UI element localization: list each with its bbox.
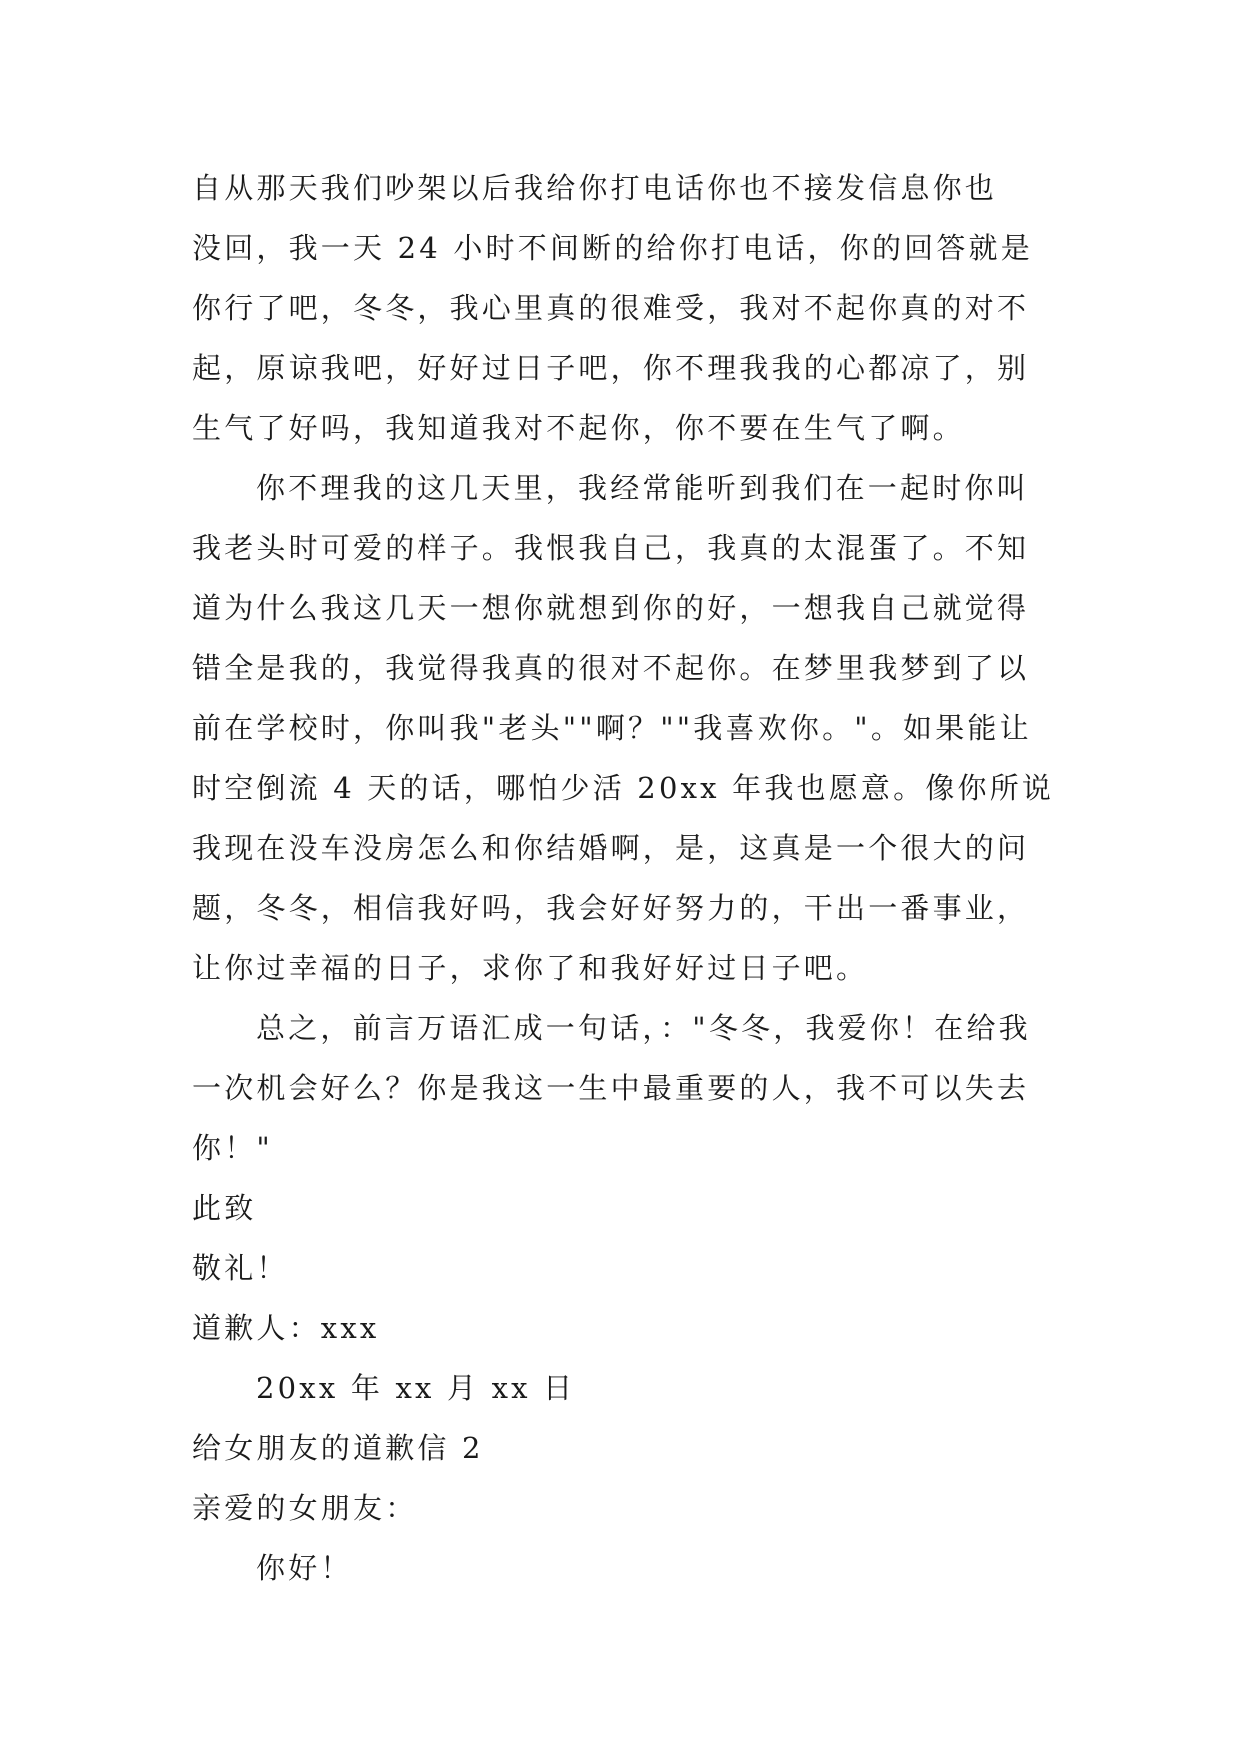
paragraph-2-line-6: 时空倒流 4 天的话，哪怕少活 20xx 年我也愿意。像你所说: [192, 771, 1055, 805]
paragraph-1-line-5: 生气了好吗，我知道我对不起你，你不要在生气了啊。: [192, 411, 965, 445]
closing-regards: 敬礼！: [192, 1251, 289, 1285]
closing-salutation: 此致: [192, 1191, 257, 1225]
paragraph-2-line-9: 让你过幸福的日子，求你了和我好好过日子吧。: [192, 951, 869, 985]
paragraph-3-line-1: 总之，前言万语汇成一句话，："冬冬，我爱你！在给我: [256, 1011, 1031, 1045]
section-title: 给女朋友的道歉信 2: [192, 1431, 484, 1465]
paragraph-2-line-5: 前在学校时，你叫我"老头""啊？""我喜欢你。"。如果能让: [192, 711, 1032, 745]
paragraph-2-line-1: 你不理我的这几天里，我经常能听到我们在一起时你叫: [256, 471, 1029, 505]
signature-line: 道歉人：xxx: [192, 1311, 380, 1345]
paragraph-3-line-3: 你！": [192, 1131, 273, 1165]
letter-body: [192, 158, 1062, 1598]
paragraph-2-line-7: 我现在没车没房怎么和你结婚啊，是，这真是一个很大的问: [192, 831, 1030, 865]
paragraph-2-line-2: 我老头时可爱的样子。我恨我自己，我真的太混蛋了。不知: [192, 531, 1030, 565]
paragraph-1-line-3: 你行了吧，冬冬，我心里真的很难受，我对不起你真的对不: [192, 291, 1030, 325]
paragraph-1-line-2: 没回，我一天 24 小时不间断的给你打电话，你的回答就是: [192, 231, 1033, 265]
paragraph-1-line-4: 起，原谅我吧，好好过日子吧，你不理我我的心都凉了，别: [192, 351, 1030, 385]
paragraph-1-line-1: 自从那天我们吵架以后我给你打电话你也不接发信息你也: [192, 171, 998, 205]
paragraph-3-line-2: 一次机会好么？你是我这一生中最重要的人，我不可以失去: [192, 1071, 1030, 1105]
date-line: 20xx 年 xx 月 xx 日: [256, 1371, 576, 1405]
paragraph-2-line-8: 题，冬冬，相信我好吗，我会好好努力的，干出一番事业，: [192, 891, 1030, 925]
paragraph-2-line-4: 错全是我的，我觉得我真的很对不起你。在梦里我梦到了以: [192, 651, 1030, 685]
greeting-hello: 你好！: [256, 1551, 353, 1585]
greeting-recipient: 亲爱的女朋友：: [192, 1491, 418, 1525]
paragraph-2-line-3: 道为什么我这几天一想你就想到你的好，一想我自己就觉得: [192, 591, 1030, 625]
